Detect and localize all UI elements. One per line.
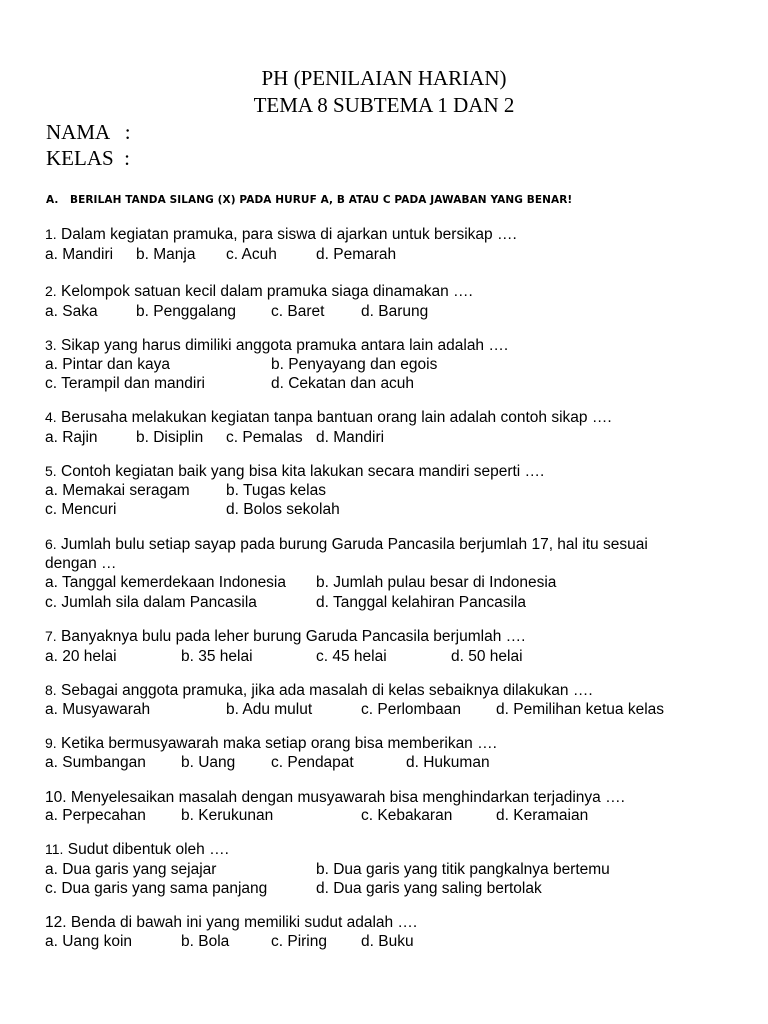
options-12 xyxy=(45,932,745,952)
option-b[interactable]: b. Disiplin xyxy=(136,429,204,446)
question-text: Berusaha melakukan kegiatan tanpa bantuan orang lain adalah contoh sikap …. xyxy=(56,409,612,426)
question-number: 6. xyxy=(45,536,57,552)
question-text: Benda di bawah ini yang memiliki sudut adalah …. xyxy=(66,914,418,931)
option-b[interactable]: b. Dua garis yang titik pangkalnya bertemu xyxy=(316,861,610,878)
question-text: Dalam kegiatan pramuka, para siswa di ajarkan untuk bersikap …. xyxy=(56,226,517,243)
options-1 xyxy=(45,245,745,265)
options-11-row2 xyxy=(45,879,745,899)
question-text: Ketika bermusyawarah maka setiap orang bisa memberikan …. xyxy=(56,735,497,752)
option-a[interactable]: a. Perpecahan xyxy=(45,807,146,824)
question-number: 12. xyxy=(45,914,67,931)
option-c[interactable]: c. Mencuri xyxy=(45,501,117,518)
question-8 xyxy=(45,681,745,701)
option-c[interactable]: c. Kebakaran xyxy=(361,807,453,824)
option-c[interactable]: c. Perlombaan xyxy=(361,701,461,718)
options-2 xyxy=(45,302,745,322)
option-d[interactable]: d. Keramaian xyxy=(496,807,589,824)
option-c[interactable]: c. 45 helai xyxy=(316,648,387,665)
section-marker: A. xyxy=(46,194,59,206)
option-a[interactable]: a. Tanggal kemerdekaan Indonesia xyxy=(45,574,286,591)
options-7 xyxy=(45,647,745,667)
options-8 xyxy=(45,700,745,720)
option-c[interactable]: c. Pemalas xyxy=(226,429,303,446)
question-number: 11. xyxy=(45,841,64,857)
question-4 xyxy=(45,408,745,428)
option-d[interactable]: d. Cekatan dan acuh xyxy=(271,375,415,392)
option-b[interactable]: b. Jumlah pulau besar di Indonesia xyxy=(316,574,557,591)
option-b[interactable]: b. Kerukunan xyxy=(181,807,274,824)
instruction-text: BERILAH TANDA SILANG (X) PADA HURUF A, B ATAU C PADA JAWABAN YANG BENAR! xyxy=(70,194,573,206)
option-d[interactable]: d. Hukuman xyxy=(406,754,490,771)
question-number: 9. xyxy=(45,735,57,751)
question-text: Contoh kegiatan baik yang bisa kita lakukan secara mandiri seperti …. xyxy=(56,463,545,480)
option-a[interactable]: a. Uang koin xyxy=(45,933,133,950)
option-d[interactable]: d. Mandiri xyxy=(316,429,385,446)
question-number: 4. xyxy=(45,409,57,425)
option-d[interactable]: d. Tanggal kelahiran Pancasila xyxy=(316,594,526,611)
question-12 xyxy=(45,913,745,933)
option-d[interactable]: d. Pemilihan ketua kelas xyxy=(496,701,665,718)
name-field-label: NAMA : xyxy=(46,120,131,144)
options-6-row1 xyxy=(45,573,745,593)
option-c[interactable]: c. Jumlah sila dalam Pancasila xyxy=(45,594,257,611)
option-a[interactable]: a. Mandiri xyxy=(45,246,114,263)
option-b[interactable]: b. Tugas kelas xyxy=(226,482,326,499)
option-a[interactable]: a. Sumbangan xyxy=(45,754,146,771)
options-3-row1 xyxy=(45,355,745,375)
question-text: Banyaknya bulu pada leher burung Garuda Pancasila berjumlah …. xyxy=(56,628,526,645)
options-5-row1 xyxy=(45,481,745,501)
question-number: 7. xyxy=(45,628,57,644)
option-d[interactable]: d. Pemarah xyxy=(316,246,397,263)
question-number: 3. xyxy=(45,337,57,353)
section-instruction xyxy=(46,193,572,207)
option-a[interactable]: a. Memakai seragam xyxy=(45,482,190,499)
question-6 xyxy=(45,535,745,555)
option-b[interactable]: b. Adu mulut xyxy=(226,701,313,718)
question-number: 10. xyxy=(45,789,67,806)
option-c[interactable]: c. Acuh xyxy=(226,246,277,263)
page-title: PH (PENILAIAN HARIAN) xyxy=(261,66,507,90)
question-3 xyxy=(45,336,745,356)
option-b[interactable]: b. Bola xyxy=(181,933,230,950)
options-6-row2 xyxy=(45,593,745,613)
question-10 xyxy=(45,788,745,808)
option-b[interactable]: b. Uang xyxy=(181,754,236,771)
option-b[interactable]: b. Penyayang dan egois xyxy=(271,356,438,373)
class-field-label: KELAS : xyxy=(46,146,130,170)
option-a[interactable]: a. Musyawarah xyxy=(45,701,151,718)
option-b[interactable]: b. Penggalang xyxy=(136,303,236,320)
options-10 xyxy=(45,806,745,826)
question-text: Menyelesaikan masalah dengan musyawarah bisa menghindarkan terjadinya …. xyxy=(66,789,625,806)
options-5-row2 xyxy=(45,500,745,520)
option-b[interactable]: b. 35 helai xyxy=(181,648,253,665)
option-c[interactable]: c. Dua garis yang sama panjang xyxy=(45,880,268,897)
options-3-row2 xyxy=(45,374,745,394)
option-d[interactable]: d. Dua garis yang saling bertolak xyxy=(316,880,542,897)
question-text: Kelompok satuan kecil dalam pramuka siaga dinamakan …. xyxy=(56,283,473,300)
page-subtitle: TEMA 8 SUBTEMA 1 DAN 2 xyxy=(253,93,515,117)
question-number: 2. xyxy=(45,283,57,299)
question-text: Sebagai anggota pramuka, jika ada masalah di kelas sebaiknya dilakukan …. xyxy=(56,682,593,699)
option-a[interactable]: a. Dua garis yang sejajar xyxy=(45,861,217,878)
option-c[interactable]: c. Piring xyxy=(271,933,327,950)
question-6-continuation: dengan … xyxy=(45,555,117,572)
option-d[interactable]: d. 50 helai xyxy=(451,648,523,665)
option-a[interactable]: a. 20 helai xyxy=(45,648,117,665)
question-1 xyxy=(45,225,745,245)
option-a[interactable]: a. Rajin xyxy=(45,429,98,446)
question-text: Sudut dibentuk oleh …. xyxy=(63,841,229,858)
question-number: 8. xyxy=(45,682,57,698)
option-d[interactable]: d. Barung xyxy=(361,303,429,320)
option-a[interactable]: a. Saka xyxy=(45,303,98,320)
question-2 xyxy=(45,282,745,302)
question-7 xyxy=(45,627,745,647)
options-11-row1 xyxy=(45,860,745,880)
option-d[interactable]: d. Bolos sekolah xyxy=(226,501,340,518)
option-d[interactable]: d. Buku xyxy=(361,933,414,950)
question-9 xyxy=(45,734,745,754)
options-4 xyxy=(45,428,745,448)
question-number: 5. xyxy=(45,463,57,479)
option-c[interactable]: c. Terampil dan mandiri xyxy=(45,375,205,392)
options-9 xyxy=(45,753,745,773)
question-11 xyxy=(45,840,745,860)
option-c[interactable]: c. Baret xyxy=(271,303,325,320)
option-c[interactable]: c. Pendapat xyxy=(271,754,354,771)
question-5 xyxy=(45,462,745,482)
option-b[interactable]: b. Manja xyxy=(136,246,196,263)
question-text: Sikap yang harus dimiliki anggota pramuka antara lain adalah …. xyxy=(56,337,509,354)
question-text: Jumlah bulu setiap sayap pada burung Garuda Pancasila berjumlah 17, hal itu sesuai xyxy=(56,536,648,553)
option-a[interactable]: a. Pintar dan kaya xyxy=(45,356,170,373)
question-number: 1. xyxy=(45,226,57,242)
